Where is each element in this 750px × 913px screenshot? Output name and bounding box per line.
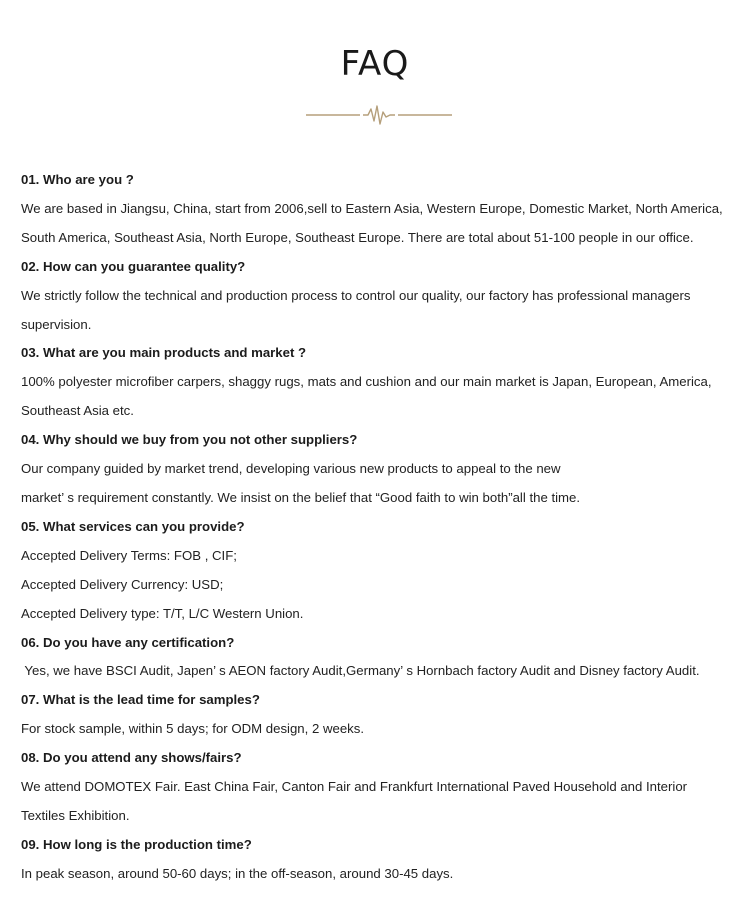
- faq-question: 01. Who are you ?: [21, 172, 134, 187]
- faq-answer-line: 100% polyester microfiber carpers, shaggy rugs, mats and cushion and our main market is Japan, European, America,: [21, 374, 712, 390]
- faq-item: [21, 513, 743, 629]
- faq-answer-line: Textiles Exhibition.: [21, 807, 130, 823]
- title-divider: [306, 104, 452, 126]
- faq-item: [21, 629, 743, 687]
- faq-item: [21, 831, 743, 889]
- faq-question: 04. Why should we buy from you not other suppliers?: [21, 432, 358, 448]
- faq-answer-line: We are based in Jiangsu, China, start from 2006,sell to Eastern Asia, Western Europe, Domestic Market, North America,: [21, 200, 723, 216]
- page-title: FAQ: [340, 44, 410, 84]
- faq-answer-line: Our company guided by market trend, developing various new products to appeal to the new: [21, 461, 561, 477]
- faq-item: [21, 253, 743, 340]
- faq-answer-line: South America, Southeast Asia, North Europe, Southeast Europe. There are total about 51-100 people in our office.: [21, 229, 694, 245]
- faq-question: 03. What are you main products and market ?: [21, 345, 307, 361]
- faq-answer-line: We strictly follow the technical and production process to control our quality, our factory has professional managers: [21, 287, 691, 303]
- faq-answer-line: For stock sample, within 5 days; for ODM design, 2 weeks.: [21, 721, 365, 737]
- faq-question: 06. Do you have any certification?: [21, 634, 235, 650]
- faq-answer-line: Accepted Delivery type: T/T, L/C Western Union.: [21, 605, 304, 621]
- faq-item: [21, 426, 743, 513]
- faq-question: 08. Do you attend any shows/fairs?: [21, 750, 242, 766]
- faq-answer-line: market’ s requirement constantly. We insist on the belief that “Good faith to win both”all the time.: [21, 489, 581, 505]
- heartbeat-icon: [363, 106, 395, 124]
- faq-answer-line: Accepted Delivery Currency: USD;: [21, 576, 224, 592]
- faq-question: 07. What is the lead time for samples?: [21, 692, 260, 708]
- faq-answer-line: supervision.: [21, 316, 92, 332]
- faq-item: [21, 339, 743, 426]
- faq-question: 05. What services can you provide?: [21, 518, 245, 534]
- faq-question: 02. How can you guarantee quality?: [21, 258, 246, 274]
- faq-item: [21, 166, 743, 253]
- faq-list: [21, 166, 743, 889]
- faq-item: [21, 686, 743, 744]
- faq-answer-line: Accepted Delivery Terms: FOB , CIF;: [21, 547, 237, 563]
- faq-answer-line: Southeast Asia etc.: [21, 403, 134, 419]
- faq-answer-line: Yes, we have BSCI Audit, Japen’ s AEON factory Audit,Germany’ s Hornbach factory Audit and Disney factory Audit.: [21, 663, 700, 679]
- faq-answer-line: We attend DOMOTEX Fair. East China Fair, Canton Fair and Frankfurt International Paved Household and Interior: [21, 779, 688, 795]
- faq-header: [0, 40, 750, 88]
- faq-answer-line: In peak season, around 50-60 days; in the off-season, around 30-45 days.: [21, 865, 454, 881]
- faq-item: [21, 744, 743, 831]
- faq-question: 09. How long is the production time?: [21, 836, 252, 852]
